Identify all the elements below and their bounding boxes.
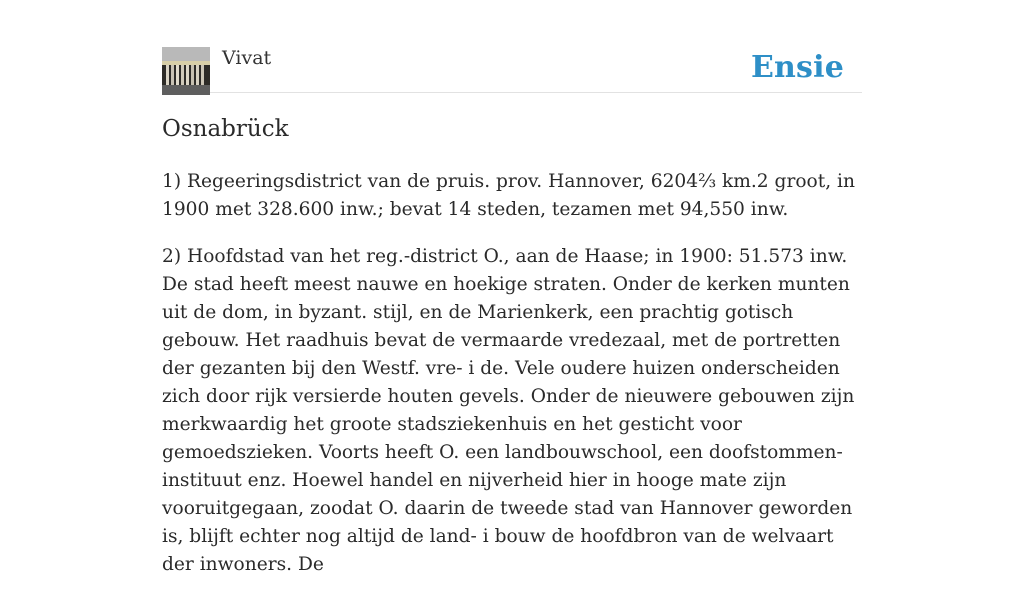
brand-logo-link[interactable]: Ensie xyxy=(750,50,844,85)
paragraph-1: 1) Regeeringsdistrict van de pruis. prov. Hannover, 6204⅔ km.2 groot, in 1900 met 328.600 inw.; bevat 14 steden, tezamen met 94,550 inw. xyxy=(162,171,855,220)
paragraph-2: 2) Hoofdstad van het reg.-district O., aan de Haase; in 1900: 51.573 inw. De stad heeft meest nauwe en hoekige straten. Onder de kerken munten uit de dom, in byzant. stijl, en de Marienkerk, een prachtig gotisch gebouw. Het raadhuis bevat de vermaarde vredezaal, met de portretten der gezanten bij den Westf. vre- i de. Vele oudere huizen onderscheiden zich door rijk versierde houten gevels. Onder de nieuwere gebouwen zijn merkwaardig het groote stadsziekenhuis en het gesticht voor gemoedszieken. Voorts heeft O. een landbouwschool, een doofstommen-instituut enz. Hoewel handel en nijverheid hier in hooge mate zijn vooruitgegaan, zoodat O. daarin de tweede stad van Hannover geworden is, blijft echter nog altijd de land- i bouw de hoofdbron van de welvaart der inwoners. De xyxy=(162,246,855,575)
page-header xyxy=(162,46,862,93)
page-title: Osnabrück xyxy=(162,116,289,142)
book-spines-icon[interactable] xyxy=(162,47,210,95)
article-body xyxy=(162,168,862,598)
source-name[interactable]: Vivat xyxy=(222,47,272,69)
